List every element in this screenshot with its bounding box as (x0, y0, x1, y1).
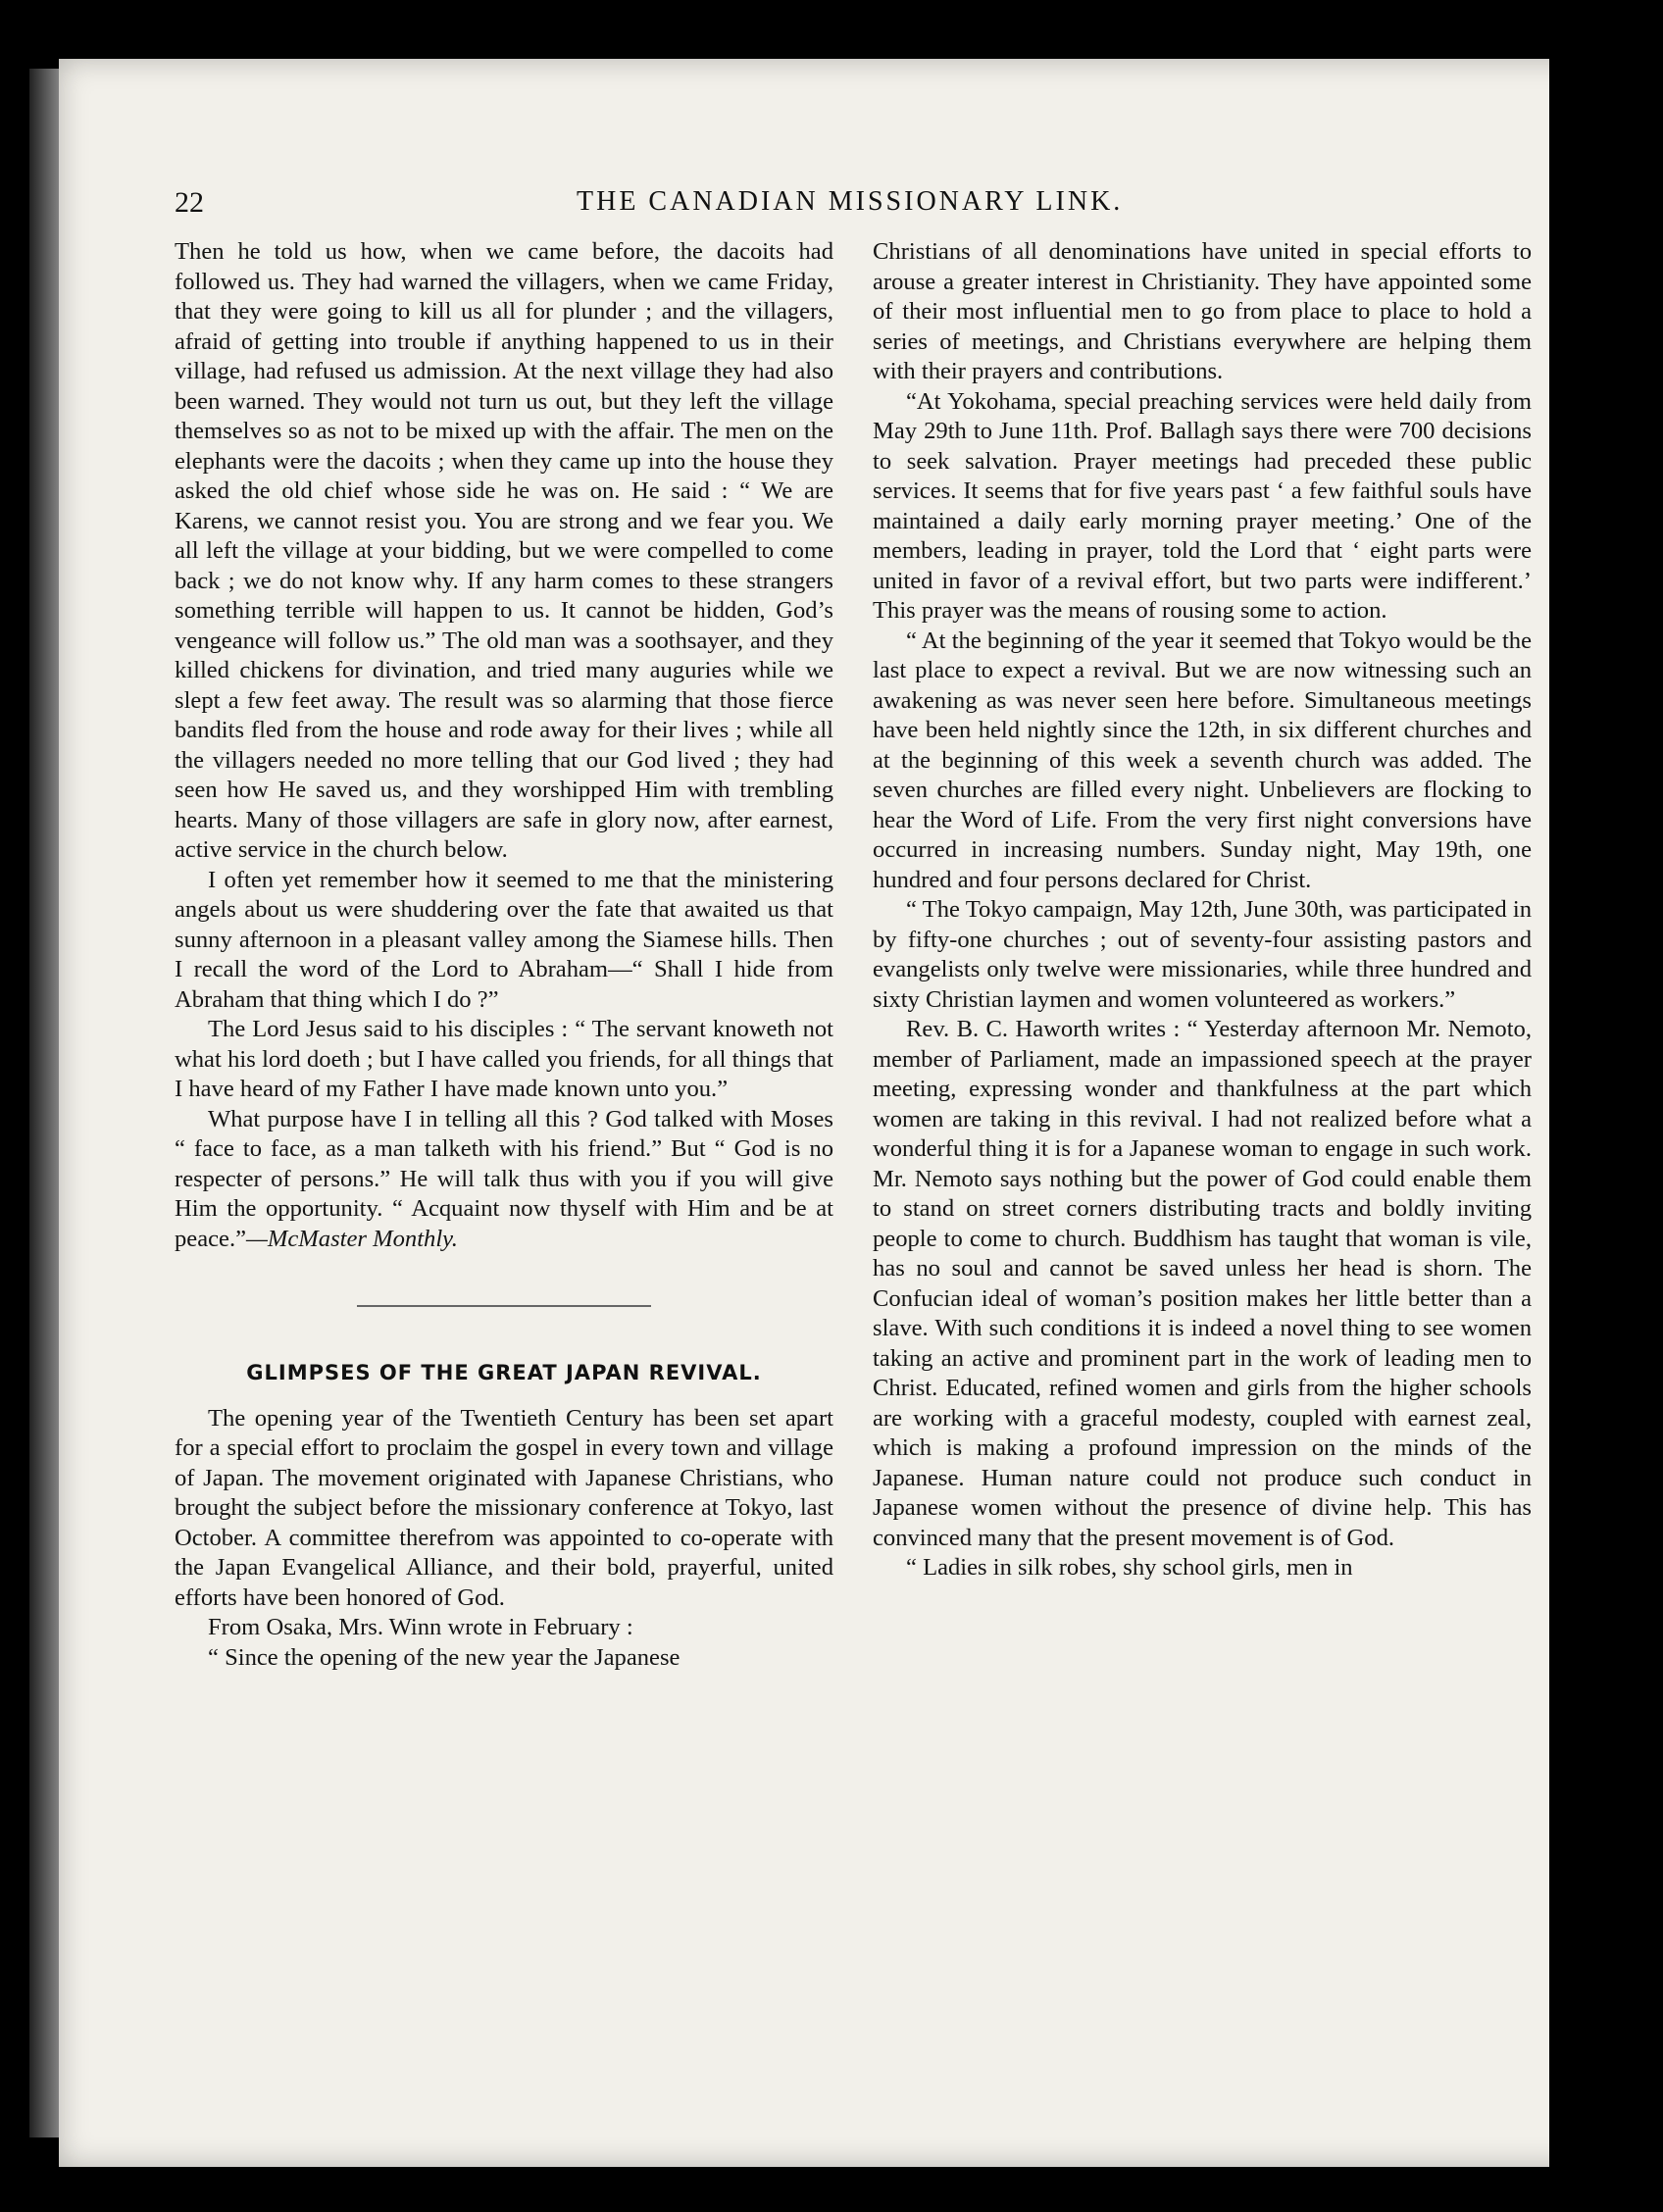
page-header (175, 186, 1528, 226)
left-column (175, 237, 833, 1673)
paragraph: “ At the beginning of the year it seemed that Tokyo would be the last place to expect a revival. But we are now witnessing such an awakening as was never seen here before. Simultaneous meetings have been held nightly since the 12th, in six different churches and at the beginning of this week a seventh church was added. The seven churches are filled every night. Unbelievers are flocking to hear the Word of Life. From the very first night conversions have occurred in increasing numbers. Sunday night, May 19th, one hundred and four persons declared for Christ. (873, 627, 1532, 893)
paragraph: From Osaka, Mrs. Winn wrote in February : (208, 1614, 633, 1640)
page-number: 22 (175, 186, 204, 219)
running-title: THE CANADIAN MISSIONARY LINK. (577, 186, 1124, 217)
paragraph: “At Yokohama, special preaching services were held daily from May 29th to June 11th. Prof. Ballagh says there were 700 decisions to seek salvation. Prayer meetings had preceded these public services. It seems that for five years past ‘ a few faithful souls have maintained a daily early morning prayer meeting.’ One of the members, leading in prayer, told the Lord that ‘ eight parts were united in favor of a revival effort, but two parts were indifferent.’ This prayer was the means of rousing some to action. (873, 387, 1532, 624)
paragraph: The Lord Jesus said to his disciples : “ The servant knoweth not what his lord doeth ; but I have called you friends, for all things that I have heard of my Father I have made known unto you.” (175, 1016, 833, 1102)
paragraph: “ The Tokyo campaign, May 12th, June 30th, was participated in by fifty-one churches ; out of seventy-four assisting pastors and evangelists only twelve were missionaries, while three hundred and sixty Christian laymen and women volunteered as workers.” (873, 896, 1532, 1013)
paragraph: Christians of all denominations have united in special efforts to arouse a greater interest in Christianity. They have appointed some of their most influential men to go from place to place to hold a series of meetings, and Christians everywhere are helping them with their prayers and contributions. (873, 238, 1532, 384)
scan-border (1549, 39, 1663, 2212)
section-heading: GLIMPSES OF THE GREAT JAPAN REVIVAL. (246, 1361, 762, 1384)
right-column (873, 237, 1532, 1584)
paragraph (175, 1105, 833, 1255)
paragraph: “ Ladies in silk robes, shy school girls, men in (906, 1554, 1353, 1581)
paragraph: Rev. B. C. Haworth writes : “ Yesterday afternoon Mr. Nemoto, member of Parliament, made an impassioned speech at the prayer meeting, expressing wonder and thankfulness at the part which women are taking in this revival. I had not realized before what a wonderful thing it is for a Japanese woman to engage in such work. Mr. Nemoto says nothing but the power of God could enable them to stand on street corners distributing tracts and boldly inviting people to come to church. Buddhism has taught that woman is vile, has no soul and cannot be saved unless her head is shorn. The Confucian ideal of woman’s position makes her little better than a slave. With such conditions it is indeed a novel thing to see women taking an active and prominent part in the work of leading men to Christ. Educated, refined women and girls from the higher schools are working with a graceful modesty, coupled with earnest zeal, which is making a profound impression on the minds of the Japanese. Human nature could not produce such conduct in Japanese women without the presence of divine help. This has convinced many that the present movement is of God. (873, 1016, 1532, 1551)
paragraph: The opening year of the Twentieth Century has been set apart for a special effort to proclaim the gospel in every town and village of Japan. The movement originated with Japanese Christians, who brought the subject before the missionary conference at Tokyo, last October. A committee therefrom was appointed to co-operate with the Japan Evangelical Alliance, and their bold, prayerful, united efforts have been honored of God. (175, 1404, 833, 1611)
paragraph: “ Since the opening of the new year the Japanese (208, 1643, 680, 1671)
section-divider (357, 1305, 651, 1307)
paragraph: I often yet remember how it seemed to me that the ministering angels about us were shuddering over the fate that awaited us that sunny afternoon in a pleasant valley among the Siamese hills. Then I recall the word of the Lord to Abraham—“ Shall I hide from Abraham that thing which I do ?” (175, 866, 833, 1013)
paragraph: Then he told us how, when we came before, the dacoits had followed us. They had warned the villagers, when we came Friday, that they were going to kill us all for plunder ; and the villagers, afraid of getting into trouble if anything happened to us in their village, had refused us admission. At the next village they had also been warned. They would not turn us out, but they left the village themselves so as not to be mixed up with the affair. The men on the elephants were the dacoits ; when they came up into the house they asked the old chief whose side he was on. He said : “ We are Karens, we cannot resist you. You are strong and we fear you. We all left the village at your bidding, but we were compelled to come back ; we do not know why. If any harm comes to these strangers something terrible will happen to us. It cannot be hidden, God’s vengeance will follow us.” The old man was a soothsayer, and they killed chickens for divination, and tried many auguries while we slept a few feet away. The result was so alarming that those fierce bandits fled from the house and rode away for their lives ; while all the villagers needed no more telling that our God lived ; they had seen how He saved us, and they worshipped Him with trembling hearts. Many of those villagers are safe in glory now, after earnest, active service in the church below. (175, 238, 833, 863)
source-attribution: —McMaster Monthly. (246, 1225, 458, 1252)
paragraph-text: What purpose have I in telling all this ? God talked with Moses “ face to face, as a man talketh with his friend.” But “ God is no respecter of persons.” He will talk thus with you if you will give Him the opportunity. “ Acquaint now thyself with Him and be at peace.” (175, 1105, 833, 1252)
